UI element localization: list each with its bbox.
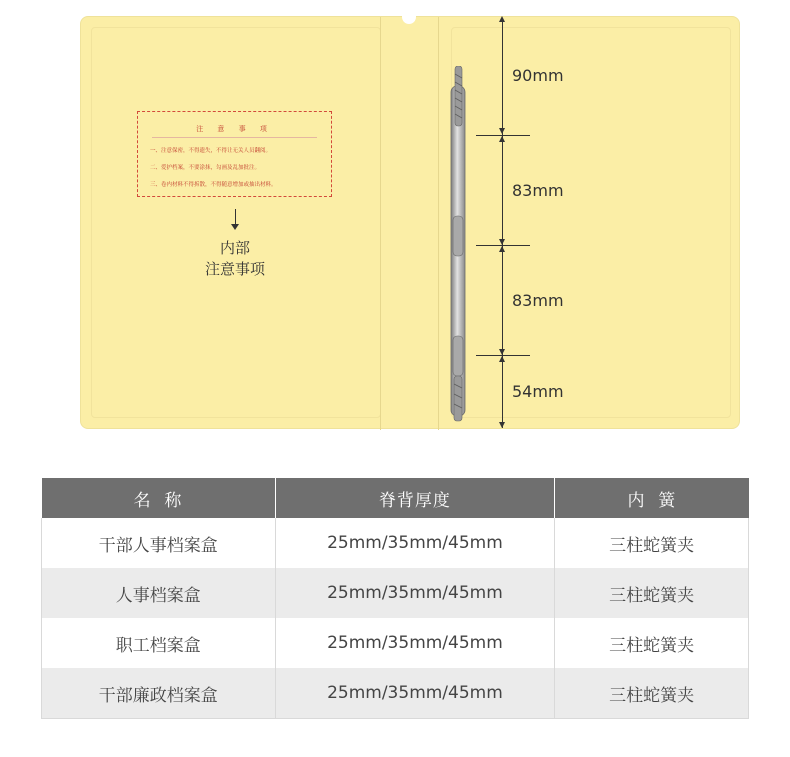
dimension-arrow-top [499, 16, 505, 22]
notice-title: 注 意 事 项 [196, 125, 273, 133]
folder-notch [402, 16, 416, 24]
cell-name: 干部人事档案盒 [42, 518, 276, 568]
dimension-line [502, 18, 503, 428]
inside-label-line-2: 注意事项 [204, 260, 265, 278]
spec-table [41, 478, 749, 719]
inside-label-line-1: 内部 [219, 239, 250, 257]
dimension-arrow [499, 246, 505, 252]
header-spine-thickness: 脊背厚度 [275, 478, 555, 518]
folder-front-panel [91, 27, 381, 418]
cell-spring: 三柱蛇簧夹 [609, 535, 695, 556]
table-row [42, 618, 749, 668]
cell-name: 人事档案盒 [42, 568, 276, 618]
header-name: 名 称 [42, 478, 276, 518]
cell-thickness: 25mm/35mm/45mm [275, 568, 555, 618]
header-inner-spring: 内 簧 [555, 478, 749, 518]
table-row [42, 518, 749, 568]
dimension-arrow [499, 356, 505, 362]
dimension-arrow-bottom [499, 422, 505, 428]
cell-spring: 三柱蛇簧夹 [555, 568, 749, 618]
table-row [42, 568, 749, 618]
dimension-arrow [499, 136, 505, 142]
cell-thickness: 25mm/35mm/45mm [275, 618, 555, 668]
notice-line-3: 三、卷内材料不得拆散，不得随意增加或抽出材料。 [150, 182, 277, 188]
dimension-label-4: 54mm [512, 382, 564, 401]
dimension-label-2: 83mm [512, 181, 564, 200]
arrow-head-icon [231, 224, 239, 230]
notice-line-2: 二、爱护档案，不要涂抹，勾画及乱加批注。 [150, 165, 261, 171]
notice-divider [152, 137, 317, 138]
table-row [42, 668, 749, 719]
cell-spring: 三柱蛇簧夹 [555, 668, 749, 719]
cell-spring: 三柱蛇簧夹 [609, 635, 695, 656]
cell-thickness: 25mm/35mm/45mm [275, 668, 555, 719]
dimension-label-3: 83mm [512, 291, 564, 310]
inside-notice-label [180, 238, 290, 280]
dimension-label-1: 90mm [512, 66, 564, 85]
file-folder-illustration [80, 16, 740, 429]
table-header-row [42, 478, 749, 518]
notice-line-1: 一、注意保密，不得遗失，不得让无关人员翻阅。 [150, 148, 272, 154]
cell-thickness: 25mm/35mm/45mm [275, 518, 555, 568]
dimension-arrow [499, 128, 505, 134]
spring-clip-icon [448, 66, 472, 426]
spine-fold-right [438, 17, 439, 430]
spine-fold-left [380, 17, 381, 430]
cell-name: 职工档案盒 [42, 618, 276, 668]
cell-name: 干部廉政档案盒 [42, 668, 276, 719]
notice-card [137, 111, 332, 197]
folder-back-panel [451, 27, 731, 418]
